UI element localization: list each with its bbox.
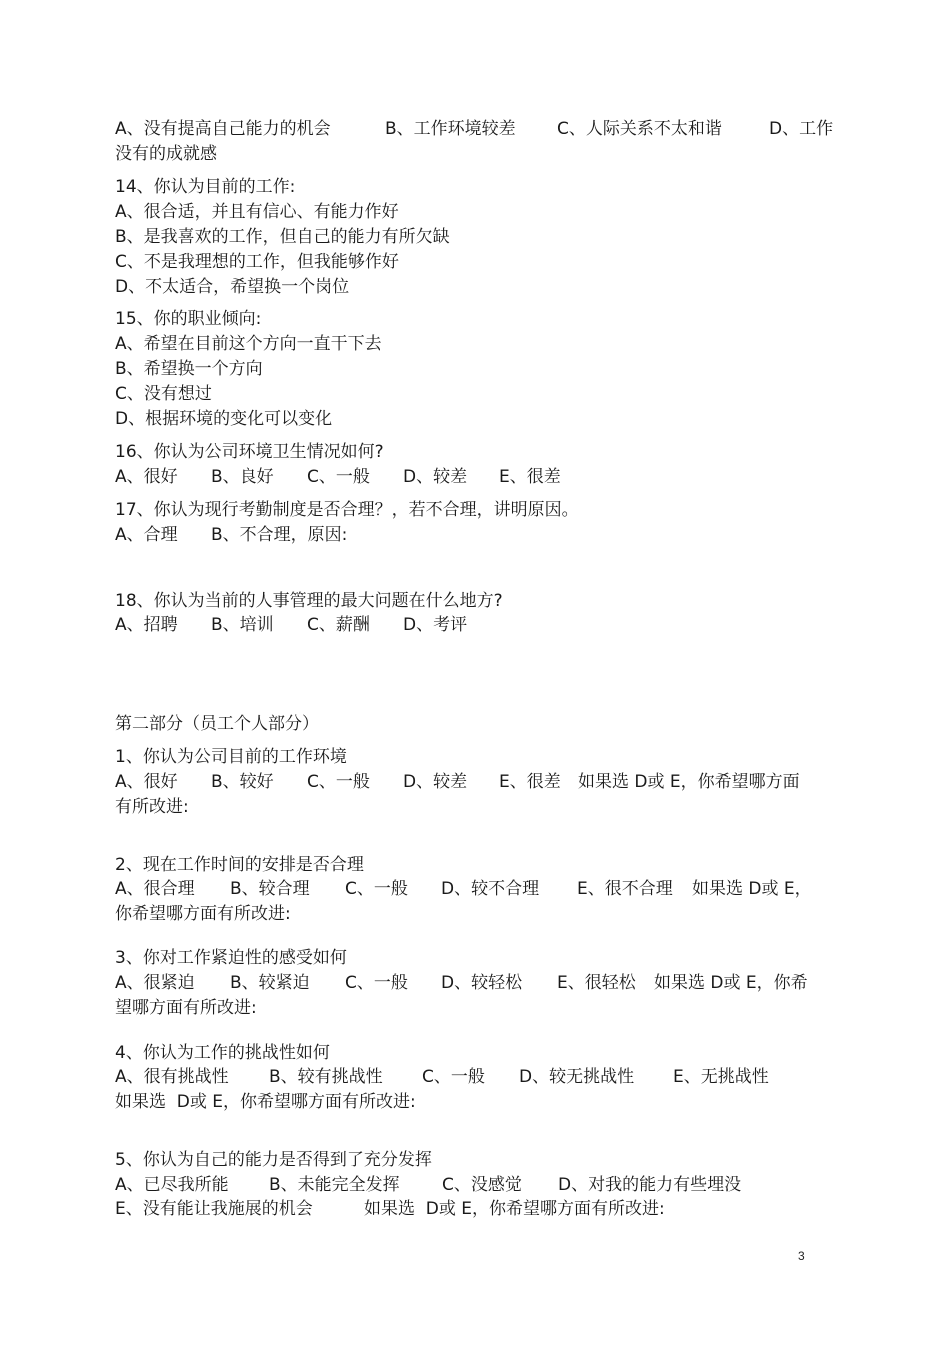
p2-question: 2、现在工作时间的安排是否合理 bbox=[115, 855, 364, 875]
p2-option-d: D、较不合理 bbox=[441, 879, 540, 899]
p2-option-e: E、很不合理 bbox=[577, 879, 673, 899]
p3-followup: 如果选 D或 E，你希 bbox=[654, 973, 808, 993]
p2-followup-cont: 你希望哪方面有所改进: bbox=[115, 904, 291, 924]
q13-option-c: C、人际关系不太和谐 bbox=[557, 119, 722, 139]
p1-option-a: A、很好 bbox=[115, 772, 178, 792]
p4-followup: 如果选 D或 E，你希望哪方面有所改进: bbox=[115, 1092, 416, 1112]
p4-option-a: A、很有挑战性 bbox=[115, 1067, 229, 1087]
q16-option-c: C、一般 bbox=[307, 467, 370, 487]
p5-followup: 如果选 D或 E，你希望哪方面有所改进: bbox=[364, 1199, 665, 1219]
q14-option-a: A、很合适，并且有信心、有能力作好 bbox=[115, 202, 399, 222]
q16-question: 16、你认为公司环境卫生情况如何? bbox=[115, 442, 384, 462]
q16-option-e: E、很差 bbox=[499, 467, 561, 487]
q13-option-d: D、工作 bbox=[769, 119, 834, 139]
p4-option-b: B、较有挑战性 bbox=[269, 1067, 383, 1087]
q18-option-a: A、招聘 bbox=[115, 615, 178, 635]
p5-option-a: A、已尽我所能 bbox=[115, 1175, 229, 1195]
p5-option-c: C、没感觉 bbox=[442, 1175, 522, 1195]
q15-option-c: C、没有想过 bbox=[115, 384, 212, 404]
q13-option-b: B、工作环境较差 bbox=[385, 119, 516, 139]
q13-option-a: A、没有提高自己能力的机会 bbox=[115, 119, 331, 139]
p3-option-e: E、很轻松 bbox=[557, 973, 636, 993]
p2-option-c: C、一般 bbox=[345, 879, 408, 899]
q17-option-a: A、合理 bbox=[115, 525, 178, 545]
p2-followup: 如果选 D或 E， bbox=[692, 879, 812, 899]
p3-option-d: D、较轻松 bbox=[441, 973, 523, 993]
q15-question: 15、你的职业倾向: bbox=[115, 309, 262, 329]
q16-option-b: B、良好 bbox=[211, 467, 274, 487]
p1-option-d: D、较差 bbox=[403, 772, 468, 792]
p4-option-e: E、无挑战性 bbox=[673, 1067, 769, 1087]
q18-option-d: D、考评 bbox=[403, 615, 468, 635]
p5-option-d: D、对我的能力有些埋没 bbox=[558, 1175, 742, 1195]
p3-question: 3、你对工作紧迫性的感受如何 bbox=[115, 948, 347, 968]
q18-option-b: B、培训 bbox=[211, 615, 274, 635]
q16-option-a: A、很好 bbox=[115, 467, 178, 487]
p1-followup-cont: 有所改进: bbox=[115, 797, 189, 817]
p3-option-a: A、很紧迫 bbox=[115, 973, 195, 993]
q15-option-a: A、希望在目前这个方向一直干下去 bbox=[115, 334, 382, 354]
q14-option-c: C、不是我理想的工作，但我能够作好 bbox=[115, 252, 399, 272]
p2-option-b: B、较合理 bbox=[230, 879, 310, 899]
q14-question: 14、你认为目前的工作: bbox=[115, 177, 296, 197]
part2-title: 第二部分（员工个人部分） bbox=[115, 714, 319, 734]
q16-option-d: D、较差 bbox=[403, 467, 468, 487]
p1-followup: 如果选 D或 E，你希望哪方面 bbox=[578, 772, 800, 792]
p3-option-c: C、一般 bbox=[345, 973, 408, 993]
p4-option-d: D、较无挑战性 bbox=[519, 1067, 635, 1087]
p2-option-a: A、很合理 bbox=[115, 879, 195, 899]
q18-question: 18、你认为当前的人事管理的最大问题在什么地方? bbox=[115, 591, 503, 611]
p1-option-e: E、很差 bbox=[499, 772, 561, 792]
p3-followup-cont: 望哪方面有所改进: bbox=[115, 998, 257, 1018]
q15-option-b: B、希望换一个方向 bbox=[115, 359, 263, 379]
q14-option-b: B、是我喜欢的工作，但自己的能力有所欠缺 bbox=[115, 227, 450, 247]
p1-question: 1、你认为公司目前的工作环境 bbox=[115, 747, 347, 767]
page-number: 3 bbox=[798, 1249, 805, 1263]
p5-option-e: E、没有能让我施展的机会 bbox=[115, 1199, 313, 1219]
q17-option-b: B、不合理，原因: bbox=[211, 525, 348, 545]
p5-question: 5、你认为自己的能力是否得到了充分发挥 bbox=[115, 1150, 432, 1170]
p1-option-b: B、较好 bbox=[211, 772, 274, 792]
q15-option-d: D、根据环境的变化可以变化 bbox=[115, 409, 333, 429]
p3-option-b: B、较紧迫 bbox=[230, 973, 310, 993]
p4-question: 4、你认为工作的挑战性如何 bbox=[115, 1043, 330, 1063]
p1-option-c: C、一般 bbox=[307, 772, 370, 792]
p4-option-c: C、一般 bbox=[422, 1067, 485, 1087]
q17-question: 17、你认为现行考勤制度是否合理？，若不合理，讲明原因。 bbox=[115, 500, 579, 520]
q18-option-c: C、薪酬 bbox=[307, 615, 370, 635]
q14-option-d: D、不太适合，希望换一个岗位 bbox=[115, 277, 350, 297]
p5-option-b: B、未能完全发挥 bbox=[269, 1175, 400, 1195]
q13-option-d-cont: 没有的成就感 bbox=[115, 144, 217, 164]
